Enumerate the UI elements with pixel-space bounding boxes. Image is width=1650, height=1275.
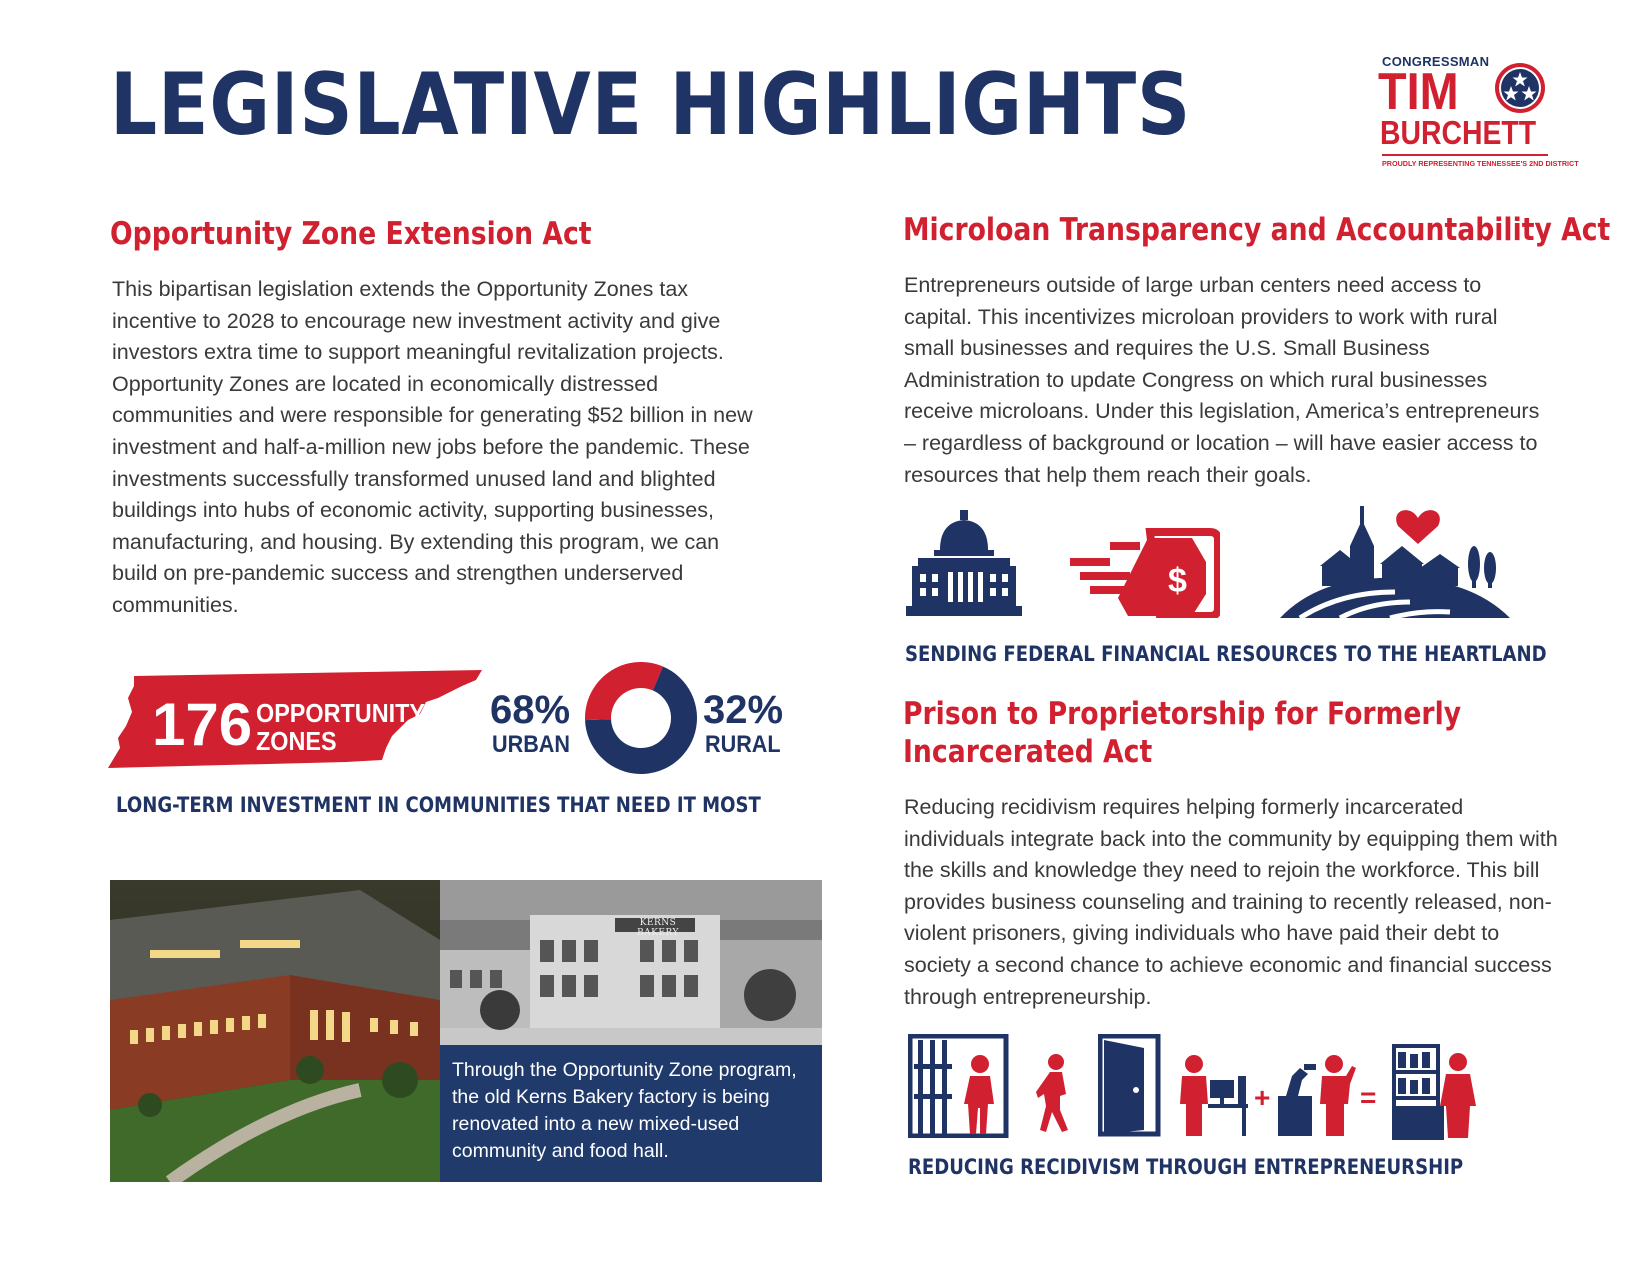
fast-money-tag-icon — [1070, 528, 1220, 618]
congressman-logo — [1374, 52, 1579, 178]
urban-label: URBAN — [492, 731, 571, 758]
zones-label-line1: OPPORTUNITY — [256, 698, 426, 728]
svg-text:$: $ — [1168, 562, 1187, 600]
person-mechanic-icon — [1278, 1054, 1358, 1138]
kerns-bakery-sign: KERNS BAKERY — [637, 918, 679, 938]
prison-caption: REDUCING RECIDIVISM THROUGH ENTREPRENEURSHIP — [908, 1155, 1464, 1179]
prison-body: Reducing recidivism requires helping formerly incarcerated individuals integrate back into the community by equipping them with the skills and knowledge they need to rejoin the workforce. This bill provides business counseling and training to recently released, non-violent prisoners, giving individuals who have paid their debt to society a second chance to achieve economic and financial success through entrepreneurship. — [904, 795, 1558, 1009]
urban-rural-donut-chart — [583, 660, 699, 776]
logo-burchett-text: BURCHETT — [1380, 114, 1537, 151]
kerns-bakery-photo-block — [110, 880, 822, 1182]
photo-caption-box — [440, 1045, 822, 1182]
opportunity-caption: LONG-TERM INVESTMENT IN COMMUNITIES THAT NEED IT MOST — [116, 793, 761, 817]
prison-title-line2: Incarcerated Act — [903, 734, 1153, 770]
opportunity-zone-body: This bipartisan legislation extends the Opportunity Zones tax incentive to 2028 to encourage new investment activity and give investors extra time to support meaningful revitalization projects. Opportunity Zones are located in economically distressed communities and were responsible for generating $52 billion in new investment and half-a-million new jobs before the pandemic. These investments successfully transformed unused land and blighted buildings into hubs of economic activity, supporting businesses, manufacturing, and housing. By extending this program, we can build on pre-pandemic success and strengthen underserved communities. — [112, 277, 753, 617]
opportunity-zone-title: Opportunity Zone Extension Act — [110, 216, 592, 252]
equals-sign: = — [1360, 1082, 1377, 1113]
logo-congressman-text: CONGRESSMAN — [1382, 54, 1490, 69]
prison-title-line1: Prison to Proprietorship for Formerly — [903, 696, 1462, 732]
rural-percent: 32% — [703, 688, 784, 732]
walking-person-icon — [1034, 1054, 1074, 1134]
photo-caption-text: Through the Opportunity Zone program, the old Kerns Bakery factory is being renovated into a new mixed-used community and food hall. — [452, 1059, 797, 1162]
zones-label-line2: ZONES — [256, 726, 337, 756]
microloan-body: Entrepreneurs outside of large urban centers need access to capital. This incentivizes microloan providers to work with rural small businesses and requires the U.S. Small Business Administration to update Congress on which rural businesses receive microloans. Under this legislation, America’s entrepreneurs – regardless of background or location – will have easier access to resources that help them reach their goals. — [904, 273, 1540, 487]
zones-count: 176 — [152, 691, 253, 758]
plus-sign: + — [1254, 1082, 1271, 1113]
logo-divider — [1382, 154, 1548, 156]
jail-cell-person-icon — [908, 1034, 1016, 1138]
logo-tagline: PROUDLY REPRESENTING TENNESSEE'S 2ND DISTRICT — [1382, 159, 1579, 168]
rural-label: RURAL — [705, 731, 781, 758]
capitol-icon — [904, 508, 1024, 618]
page-title: LEGISLATIVE HIGHLIGHTS — [110, 55, 1192, 155]
rural-town-heart-icon — [1280, 506, 1510, 618]
shop-owner-icon — [1392, 1040, 1476, 1140]
logo-tim-text: TIM — [1378, 63, 1459, 121]
open-door-icon — [1098, 1034, 1164, 1138]
bakery-rendering-image — [110, 880, 440, 1182]
tennessee-stars-seal-icon — [1494, 62, 1546, 114]
microloan-caption: SENDING FEDERAL FINANCIAL RESOURCES TO THE HEARTLAND — [905, 642, 1547, 666]
urban-percent: 68% — [490, 688, 571, 732]
microloan-title: Microloan Transparency and Accountability Act — [903, 212, 1611, 248]
bakery-historic-photo — [440, 880, 822, 1045]
person-computer-icon — [1180, 1054, 1250, 1138]
donut-slice-rural — [585, 662, 663, 720]
